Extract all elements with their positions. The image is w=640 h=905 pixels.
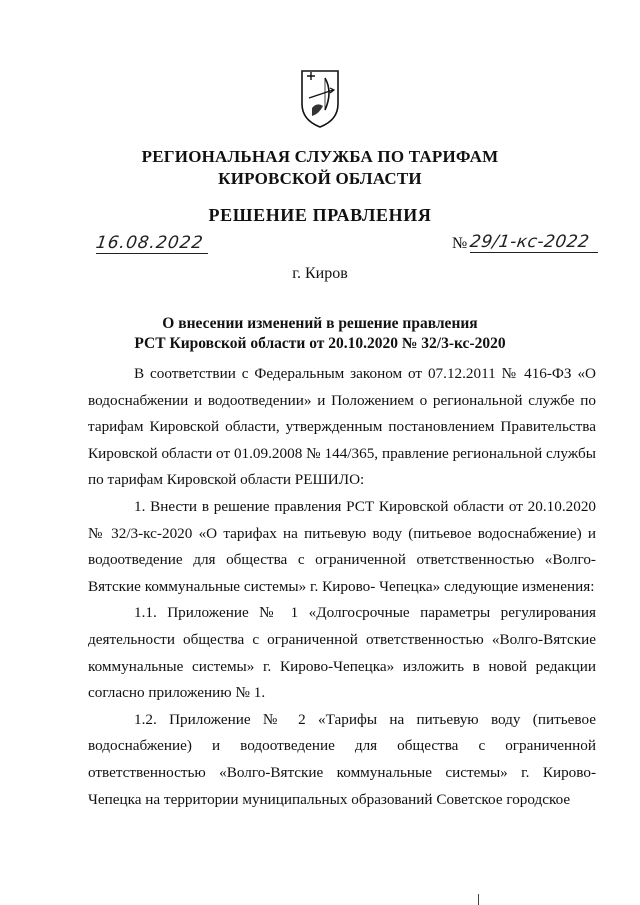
body-line: коммунальные системы» г. Кирово-Чепецка» изложить в новой редакции [88, 657, 596, 675]
decision-title: РЕШЕНИЕ ПРАВЛЕНИЯ [208, 205, 432, 225]
decision-date [96, 233, 208, 254]
number-sign: № [452, 235, 468, 252]
body-line: региональной службы по тарифам Кировской области РЕШИЛО: [88, 444, 596, 489]
decision-number [470, 232, 598, 253]
body-line: Чепецка» следующие изменения: [379, 577, 595, 595]
decision-date-value: 16.08.2022 [94, 233, 205, 253]
body-line: Правительства Кировской области от 01.09.2008 № 144/365, правление [88, 418, 596, 462]
org-name-line1: РЕГИОНАЛЬНАЯ СЛУЖБА ПО ТАРИФАМ [141, 147, 499, 166]
body-line: по тарифам Кировской области, утвержденным постановлением [88, 391, 596, 436]
org-name-line2: КИРОВСКОЙ ОБЛАСТИ [218, 169, 422, 188]
body-line: водоснабжение) и водоотведение для общества с ограниченной [88, 737, 596, 755]
body-line: водоснабжение) и водоотведение для общества с ограниченной [88, 524, 597, 569]
body-line: 1. Внести в решение правления РСТ Кировской области от [134, 497, 523, 515]
body-line: Чепецка на территории муниципальных образований Советское городское [88, 790, 571, 808]
body-line: «О водоснабжении и водоотведении» и Положением о региональной службе [88, 365, 596, 409]
subject-line2: РСТ Кировской области от 20.10.2020 № 32/3-кс-2020 [134, 335, 506, 352]
item-1-1-paragraph [88, 600, 596, 706]
body-line: деятельности общества с ограниченной ответственностью «Волго-Вятские [88, 630, 596, 648]
intro-paragraph [88, 361, 596, 494]
item-1-paragraph [88, 494, 596, 600]
body-line: 1.2. Приложение № 2 «Тарифы на питьевую воду (питьевое [134, 710, 596, 728]
body-line: ответственностью «Волго-Вятские коммунальные системы» г. Кирово- [88, 763, 596, 781]
body-line: ответственностью «Волго-Вятские коммунальные системы» г. Кирово- [88, 551, 596, 595]
decision-body [88, 361, 596, 813]
subject-line1: О внесении изменений в решение правления [162, 315, 478, 332]
body-line: согласно приложению № 1. [88, 684, 266, 702]
scan-edge-mark [478, 894, 485, 905]
body-line: В соответствии с Федеральным законом от 07.12.2011 № 416-ФЗ [134, 365, 572, 382]
decision-number-value: 29/1-кс-2022 [468, 232, 591, 252]
item-1-2-paragraph [88, 707, 596, 813]
body-line: 20.10.2020 № 32/3-кс-2020 «О тарифах на питьевую воду (питьевое [88, 497, 597, 542]
coat-of-arms-emblem [299, 68, 341, 130]
city: г. Киров [292, 265, 348, 282]
body-line: 1.1. Приложение № 1 «Долгосрочные параметры регулирования [134, 604, 596, 622]
